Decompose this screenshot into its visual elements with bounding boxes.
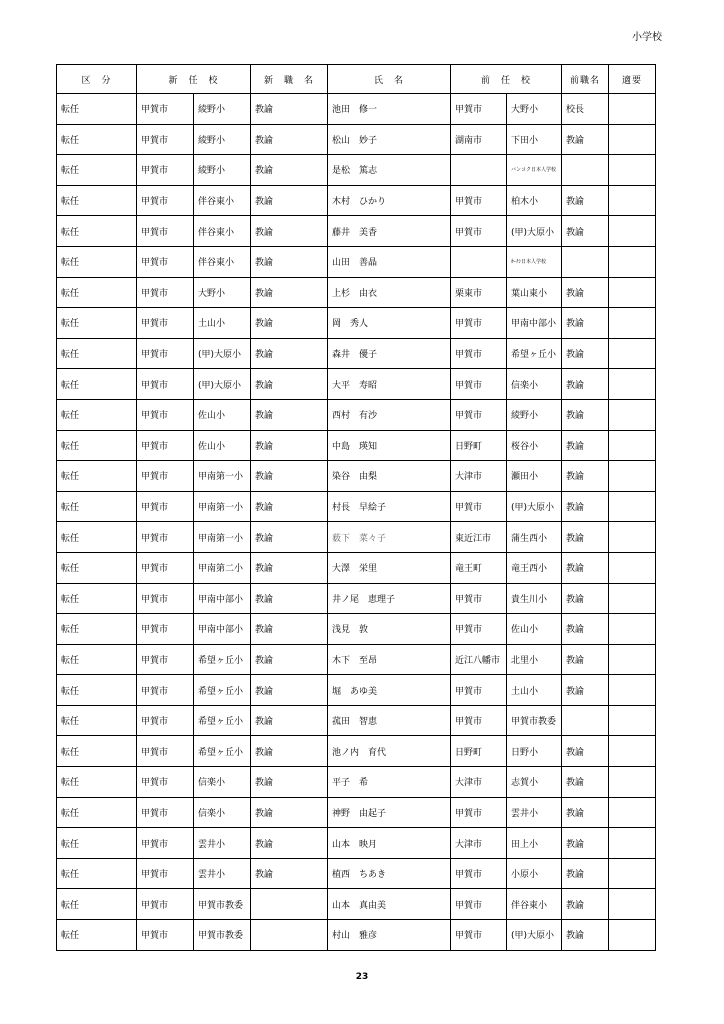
cell-new-city: 甲賀市 — [137, 889, 194, 920]
table-row — [57, 828, 656, 859]
cell-new-city: 甲賀市 — [137, 705, 194, 736]
cell-new-position: 教諭 — [251, 461, 328, 492]
cell-new-school: 甲南第一小 — [194, 491, 251, 522]
cell-remarks — [609, 889, 656, 920]
header-name: 氏 名 — [328, 65, 451, 94]
cell-new-school: 信楽小 — [194, 797, 251, 828]
cell-prev-city: 甲賀市 — [451, 399, 507, 430]
cell-new-school: 雲井小 — [194, 858, 251, 889]
cell-remarks — [609, 155, 656, 186]
cell-remarks — [609, 675, 656, 706]
cell-new-city: 甲賀市 — [137, 675, 194, 706]
cell-new-school: 綾野小 — [194, 94, 251, 125]
table-body — [57, 94, 656, 951]
cell-new-city: 甲賀市 — [137, 920, 194, 951]
cell-new-position: 教諭 — [251, 767, 328, 798]
cell-new-city: 甲賀市 — [137, 369, 194, 400]
cell-new-school: 信楽小 — [194, 767, 251, 798]
cell-remarks — [609, 767, 656, 798]
cell-category: 転任 — [57, 94, 137, 125]
cell-new-position: 教諭 — [251, 828, 328, 859]
cell-category: 転任 — [57, 491, 137, 522]
cell-new-position: 教諭 — [251, 216, 328, 247]
cell-prev-school: 小原小 — [507, 858, 562, 889]
cell-name: 薮下 菜々子 — [328, 522, 451, 553]
cell-name: 菰田 智恵 — [328, 705, 451, 736]
cell-prev-school: 甲南中部小 — [507, 308, 562, 339]
cell-remarks — [609, 614, 656, 645]
cell-prev-position: 教諭 — [562, 644, 609, 675]
cell-category: 転任 — [57, 858, 137, 889]
cell-prev-position: 教諭 — [562, 185, 609, 216]
cell-category: 転任 — [57, 767, 137, 798]
cell-name: 藤井 美香 — [328, 216, 451, 247]
cell-remarks — [609, 185, 656, 216]
cell-category: 転任 — [57, 736, 137, 767]
table-row — [57, 461, 656, 492]
cell-new-school: 希望ヶ丘小 — [194, 675, 251, 706]
table-row — [57, 522, 656, 553]
cell-category: 転任 — [57, 583, 137, 614]
cell-category: 転任 — [57, 155, 137, 186]
cell-prev-city: 甲賀市 — [451, 614, 507, 645]
cell-name: 木下 至昂 — [328, 644, 451, 675]
cell-prev-position: 教諭 — [562, 583, 609, 614]
table-row — [57, 491, 656, 522]
cell-prev-city: 大津市 — [451, 828, 507, 859]
cell-prev-city: 日野町 — [451, 430, 507, 461]
table-row — [57, 430, 656, 461]
cell-name: 松山 妙子 — [328, 124, 451, 155]
table-row — [57, 216, 656, 247]
cell-new-position: 教諭 — [251, 338, 328, 369]
table-row — [57, 614, 656, 645]
header-row — [57, 65, 656, 94]
table-row — [57, 583, 656, 614]
cell-new-city: 甲賀市 — [137, 858, 194, 889]
cell-prev-school: 甲賀市教委 — [507, 705, 562, 736]
cell-new-school: 甲南第二小 — [194, 552, 251, 583]
cell-prev-city: 栗東市 — [451, 277, 507, 308]
cell-name: 山田 善晶 — [328, 246, 451, 277]
table-row — [57, 277, 656, 308]
cell-new-city: 甲賀市 — [137, 124, 194, 155]
cell-prev-position — [562, 705, 609, 736]
cell-prev-position: 教諭 — [562, 858, 609, 889]
cell-remarks — [609, 491, 656, 522]
cell-name: 岡 秀人 — [328, 308, 451, 339]
cell-prev-city: 竜王町 — [451, 552, 507, 583]
cell-new-city: 甲賀市 — [137, 430, 194, 461]
cell-remarks — [609, 430, 656, 461]
cell-new-position — [251, 889, 328, 920]
cell-new-city: 甲賀市 — [137, 155, 194, 186]
cell-new-position: 教諭 — [251, 552, 328, 583]
cell-name: 村山 雅彦 — [328, 920, 451, 951]
cell-prev-position: 教諭 — [562, 552, 609, 583]
cell-prev-school: 竜王西小 — [507, 552, 562, 583]
cell-new-city: 甲賀市 — [137, 308, 194, 339]
cell-new-position: 教諭 — [251, 94, 328, 125]
cell-remarks — [609, 461, 656, 492]
cell-prev-school: 貴生川小 — [507, 583, 562, 614]
cell-category: 転任 — [57, 277, 137, 308]
cell-prev-position: 教諭 — [562, 308, 609, 339]
cell-new-city: 甲賀市 — [137, 767, 194, 798]
cell-name: 村長 早絵子 — [328, 491, 451, 522]
header-previous-position: 前職名 — [562, 65, 609, 94]
cell-category: 転任 — [57, 185, 137, 216]
table-row — [57, 308, 656, 339]
cell-prev-city: 湖南市 — [451, 124, 507, 155]
cell-prev-position: 教諭 — [562, 920, 609, 951]
table-row — [57, 767, 656, 798]
cell-name: 西村 有沙 — [328, 399, 451, 430]
cell-prev-city — [451, 155, 507, 186]
cell-category: 転任 — [57, 644, 137, 675]
cell-remarks — [609, 338, 656, 369]
cell-new-school: 綾野小 — [194, 155, 251, 186]
cell-new-position: 教諭 — [251, 399, 328, 430]
cell-category: 転任 — [57, 675, 137, 706]
cell-name: 浅見 敦 — [328, 614, 451, 645]
cell-category: 転任 — [57, 399, 137, 430]
cell-new-city: 甲賀市 — [137, 246, 194, 277]
cell-new-city: 甲賀市 — [137, 614, 194, 645]
cell-prev-position: 教諭 — [562, 767, 609, 798]
cell-new-city: 甲賀市 — [137, 277, 194, 308]
cell-prev-school: ｶｰﾁｼ日本人学校 — [507, 246, 562, 277]
cell-remarks — [609, 277, 656, 308]
cell-new-position: 教諭 — [251, 675, 328, 706]
cell-new-school: 土山小 — [194, 308, 251, 339]
cell-new-position: 教諭 — [251, 858, 328, 889]
cell-new-position: 教諭 — [251, 583, 328, 614]
cell-prev-school: (甲)大原小 — [507, 920, 562, 951]
cell-remarks — [609, 399, 656, 430]
cell-name: 木村 ひかり — [328, 185, 451, 216]
cell-prev-city: 甲賀市 — [451, 858, 507, 889]
cell-prev-school: 伴谷東小 — [507, 889, 562, 920]
cell-category: 転任 — [57, 828, 137, 859]
cell-name: 大澤 栄里 — [328, 552, 451, 583]
cell-remarks — [609, 920, 656, 951]
cell-prev-school: (甲)大原小 — [507, 491, 562, 522]
cell-category: 転任 — [57, 246, 137, 277]
cell-new-city: 甲賀市 — [137, 94, 194, 125]
cell-prev-city: 甲賀市 — [451, 920, 507, 951]
table-row — [57, 920, 656, 951]
table-row — [57, 155, 656, 186]
cell-prev-position: 教諭 — [562, 828, 609, 859]
cell-new-school: 伴谷東小 — [194, 185, 251, 216]
cell-new-position: 教諭 — [251, 797, 328, 828]
cell-prev-city: 東近江市 — [451, 522, 507, 553]
cell-prev-school: 瀬田小 — [507, 461, 562, 492]
cell-prev-city: 甲賀市 — [451, 369, 507, 400]
cell-new-city: 甲賀市 — [137, 185, 194, 216]
cell-prev-school: 志賀小 — [507, 767, 562, 798]
cell-new-school: (甲)大原小 — [194, 369, 251, 400]
cell-remarks — [609, 705, 656, 736]
cell-new-city: 甲賀市 — [137, 828, 194, 859]
cell-prev-school: 柏木小 — [507, 185, 562, 216]
header-new-school: 新 任 校 — [137, 65, 251, 94]
header-previous-school: 前 任 校 — [451, 65, 562, 94]
cell-prev-city: 大津市 — [451, 767, 507, 798]
cell-prev-school: 葉山東小 — [507, 277, 562, 308]
cell-prev-city: 甲賀市 — [451, 889, 507, 920]
cell-prev-position: 教諭 — [562, 216, 609, 247]
cell-name: 森井 優子 — [328, 338, 451, 369]
cell-new-school: 伴谷東小 — [194, 246, 251, 277]
cell-name: 平子 希 — [328, 767, 451, 798]
cell-prev-position: 教諭 — [562, 430, 609, 461]
cell-remarks — [609, 246, 656, 277]
cell-name: 山本 映月 — [328, 828, 451, 859]
table-row — [57, 675, 656, 706]
cell-name: 神野 由起子 — [328, 797, 451, 828]
cell-prev-school: バンコク日本人学校 — [507, 155, 562, 186]
cell-prev-city: 甲賀市 — [451, 94, 507, 125]
cell-category: 転任 — [57, 461, 137, 492]
cell-category: 転任 — [57, 308, 137, 339]
cell-prev-position: 教諭 — [562, 399, 609, 430]
cell-remarks — [609, 522, 656, 553]
cell-name: 大平 寿昭 — [328, 369, 451, 400]
cell-category: 転任 — [57, 216, 137, 247]
table-row — [57, 889, 656, 920]
cell-prev-school: 綾野小 — [507, 399, 562, 430]
cell-prev-position: 教諭 — [562, 675, 609, 706]
cell-new-school: 佐山小 — [194, 430, 251, 461]
cell-new-position: 教諭 — [251, 522, 328, 553]
header-remarks: 適要 — [609, 65, 656, 94]
table-row — [57, 705, 656, 736]
cell-new-school: 甲南中部小 — [194, 583, 251, 614]
cell-prev-position: 校長 — [562, 94, 609, 125]
cell-prev-position: 教諭 — [562, 491, 609, 522]
cell-prev-position: 教諭 — [562, 338, 609, 369]
cell-name: 是松 篤志 — [328, 155, 451, 186]
cell-new-city: 甲賀市 — [137, 644, 194, 675]
cell-prev-city: 甲賀市 — [451, 797, 507, 828]
table-row — [57, 369, 656, 400]
cell-new-position: 教諭 — [251, 246, 328, 277]
cell-new-position — [251, 920, 328, 951]
table-row — [57, 124, 656, 155]
cell-prev-city: 大津市 — [451, 461, 507, 492]
cell-new-position: 教諭 — [251, 614, 328, 645]
cell-category: 転任 — [57, 338, 137, 369]
cell-prev-position: 教諭 — [562, 522, 609, 553]
cell-prev-school: 日野小 — [507, 736, 562, 767]
cell-new-city: 甲賀市 — [137, 797, 194, 828]
cell-prev-city: 甲賀市 — [451, 185, 507, 216]
cell-new-position: 教諭 — [251, 277, 328, 308]
cell-prev-school: 土山小 — [507, 675, 562, 706]
cell-new-school: 甲賀市教委 — [194, 889, 251, 920]
cell-prev-school: 大野小 — [507, 94, 562, 125]
cell-new-city: 甲賀市 — [137, 338, 194, 369]
table-row — [57, 94, 656, 125]
cell-new-school: 希望ヶ丘小 — [194, 705, 251, 736]
cell-name: 染谷 由梨 — [328, 461, 451, 492]
cell-name: 上杉 由衣 — [328, 277, 451, 308]
cell-new-city: 甲賀市 — [137, 522, 194, 553]
cell-new-school: (甲)大原小 — [194, 338, 251, 369]
cell-new-city: 甲賀市 — [137, 399, 194, 430]
cell-category: 転任 — [57, 522, 137, 553]
cell-prev-school: 雲井小 — [507, 797, 562, 828]
cell-prev-position: 教諭 — [562, 889, 609, 920]
cell-new-school: 希望ヶ丘小 — [194, 644, 251, 675]
cell-remarks — [609, 828, 656, 859]
cell-prev-city — [451, 246, 507, 277]
cell-category: 転任 — [57, 705, 137, 736]
cell-prev-city: 甲賀市 — [451, 216, 507, 247]
cell-new-school: 甲賀市教委 — [194, 920, 251, 951]
cell-prev-position: 教諭 — [562, 124, 609, 155]
cell-prev-position: 教諭 — [562, 736, 609, 767]
table-row — [57, 858, 656, 889]
cell-prev-position — [562, 155, 609, 186]
cell-category: 転任 — [57, 124, 137, 155]
cell-new-school: 雲井小 — [194, 828, 251, 859]
cell-remarks — [609, 94, 656, 125]
cell-prev-position: 教諭 — [562, 797, 609, 828]
cell-category: 転任 — [57, 614, 137, 645]
cell-new-position: 教諭 — [251, 308, 328, 339]
cell-new-position: 教諭 — [251, 185, 328, 216]
cell-new-position: 教諭 — [251, 491, 328, 522]
cell-category: 転任 — [57, 430, 137, 461]
cell-prev-city: 甲賀市 — [451, 675, 507, 706]
cell-prev-position: 教諭 — [562, 461, 609, 492]
cell-prev-city: 甲賀市 — [451, 338, 507, 369]
cell-remarks — [609, 124, 656, 155]
cell-new-city: 甲賀市 — [137, 216, 194, 247]
cell-remarks — [609, 369, 656, 400]
table-row — [57, 797, 656, 828]
cell-new-school: 甲南中部小 — [194, 614, 251, 645]
cell-prev-school: 北里小 — [507, 644, 562, 675]
cell-prev-school: 信楽小 — [507, 369, 562, 400]
cell-category: 転任 — [57, 552, 137, 583]
table-row — [57, 644, 656, 675]
cell-prev-city: 甲賀市 — [451, 308, 507, 339]
page-label: 小学校 — [632, 32, 662, 43]
cell-prev-school: 蒲生西小 — [507, 522, 562, 553]
cell-new-position: 教諭 — [251, 736, 328, 767]
table-row — [57, 399, 656, 430]
cell-prev-position: 教諭 — [562, 614, 609, 645]
cell-category: 転任 — [57, 920, 137, 951]
table-row — [57, 338, 656, 369]
cell-remarks — [609, 736, 656, 767]
table-row — [57, 185, 656, 216]
cell-prev-school: 希望ヶ丘小 — [507, 338, 562, 369]
cell-remarks — [609, 216, 656, 247]
cell-remarks — [609, 644, 656, 675]
cell-new-school: 甲南第一小 — [194, 461, 251, 492]
cell-prev-school: 田上小 — [507, 828, 562, 859]
cell-category: 転任 — [57, 369, 137, 400]
cell-name: 山本 真由美 — [328, 889, 451, 920]
cell-new-city: 甲賀市 — [137, 552, 194, 583]
cell-prev-city: 甲賀市 — [451, 583, 507, 614]
cell-name: 池田 修一 — [328, 94, 451, 125]
table-row — [57, 552, 656, 583]
cell-remarks — [609, 308, 656, 339]
cell-new-position: 教諭 — [251, 705, 328, 736]
cell-prev-position — [562, 246, 609, 277]
cell-name: 堀 あゆ美 — [328, 675, 451, 706]
cell-prev-city: 近江八幡市 — [451, 644, 507, 675]
cell-prev-position: 教諭 — [562, 277, 609, 308]
cell-new-city: 甲賀市 — [137, 491, 194, 522]
cell-new-position: 教諭 — [251, 644, 328, 675]
header-new-position: 新 職 名 — [251, 65, 328, 94]
cell-new-school: 甲南第一小 — [194, 522, 251, 553]
cell-name: 井ノ尾 恵理子 — [328, 583, 451, 614]
cell-new-city: 甲賀市 — [137, 736, 194, 767]
header-category: 区 分 — [57, 65, 137, 94]
cell-new-school: 大野小 — [194, 277, 251, 308]
cell-new-position: 教諭 — [251, 124, 328, 155]
cell-prev-school: 佐山小 — [507, 614, 562, 645]
cell-remarks — [609, 797, 656, 828]
cell-prev-school: 桜谷小 — [507, 430, 562, 461]
cell-remarks — [609, 858, 656, 889]
cell-prev-school: (甲)大原小 — [507, 216, 562, 247]
cell-name: 池ノ内 育代 — [328, 736, 451, 767]
cell-new-school: 伴谷東小 — [194, 216, 251, 247]
cell-prev-city: 日野町 — [451, 736, 507, 767]
cell-prev-city: 甲賀市 — [451, 705, 507, 736]
cell-new-city: 甲賀市 — [137, 583, 194, 614]
cell-prev-school: 下田小 — [507, 124, 562, 155]
cell-new-position: 教諭 — [251, 369, 328, 400]
cell-new-school: 綾野小 — [194, 124, 251, 155]
cell-new-city: 甲賀市 — [137, 461, 194, 492]
page-number: 23 — [355, 972, 369, 982]
cell-new-school: 佐山小 — [194, 399, 251, 430]
table-row — [57, 736, 656, 767]
cell-new-position: 教諭 — [251, 430, 328, 461]
cell-prev-position: 教諭 — [562, 369, 609, 400]
cell-new-position: 教諭 — [251, 155, 328, 186]
cell-category: 転任 — [57, 889, 137, 920]
cell-name: 中島 瑛知 — [328, 430, 451, 461]
cell-remarks — [609, 552, 656, 583]
cell-category: 転任 — [57, 797, 137, 828]
cell-remarks — [609, 583, 656, 614]
cell-prev-city: 甲賀市 — [451, 491, 507, 522]
cell-name: 植西 ちあき — [328, 858, 451, 889]
cell-new-school: 希望ヶ丘小 — [194, 736, 251, 767]
table-row — [57, 246, 656, 277]
personnel-table — [56, 64, 656, 951]
